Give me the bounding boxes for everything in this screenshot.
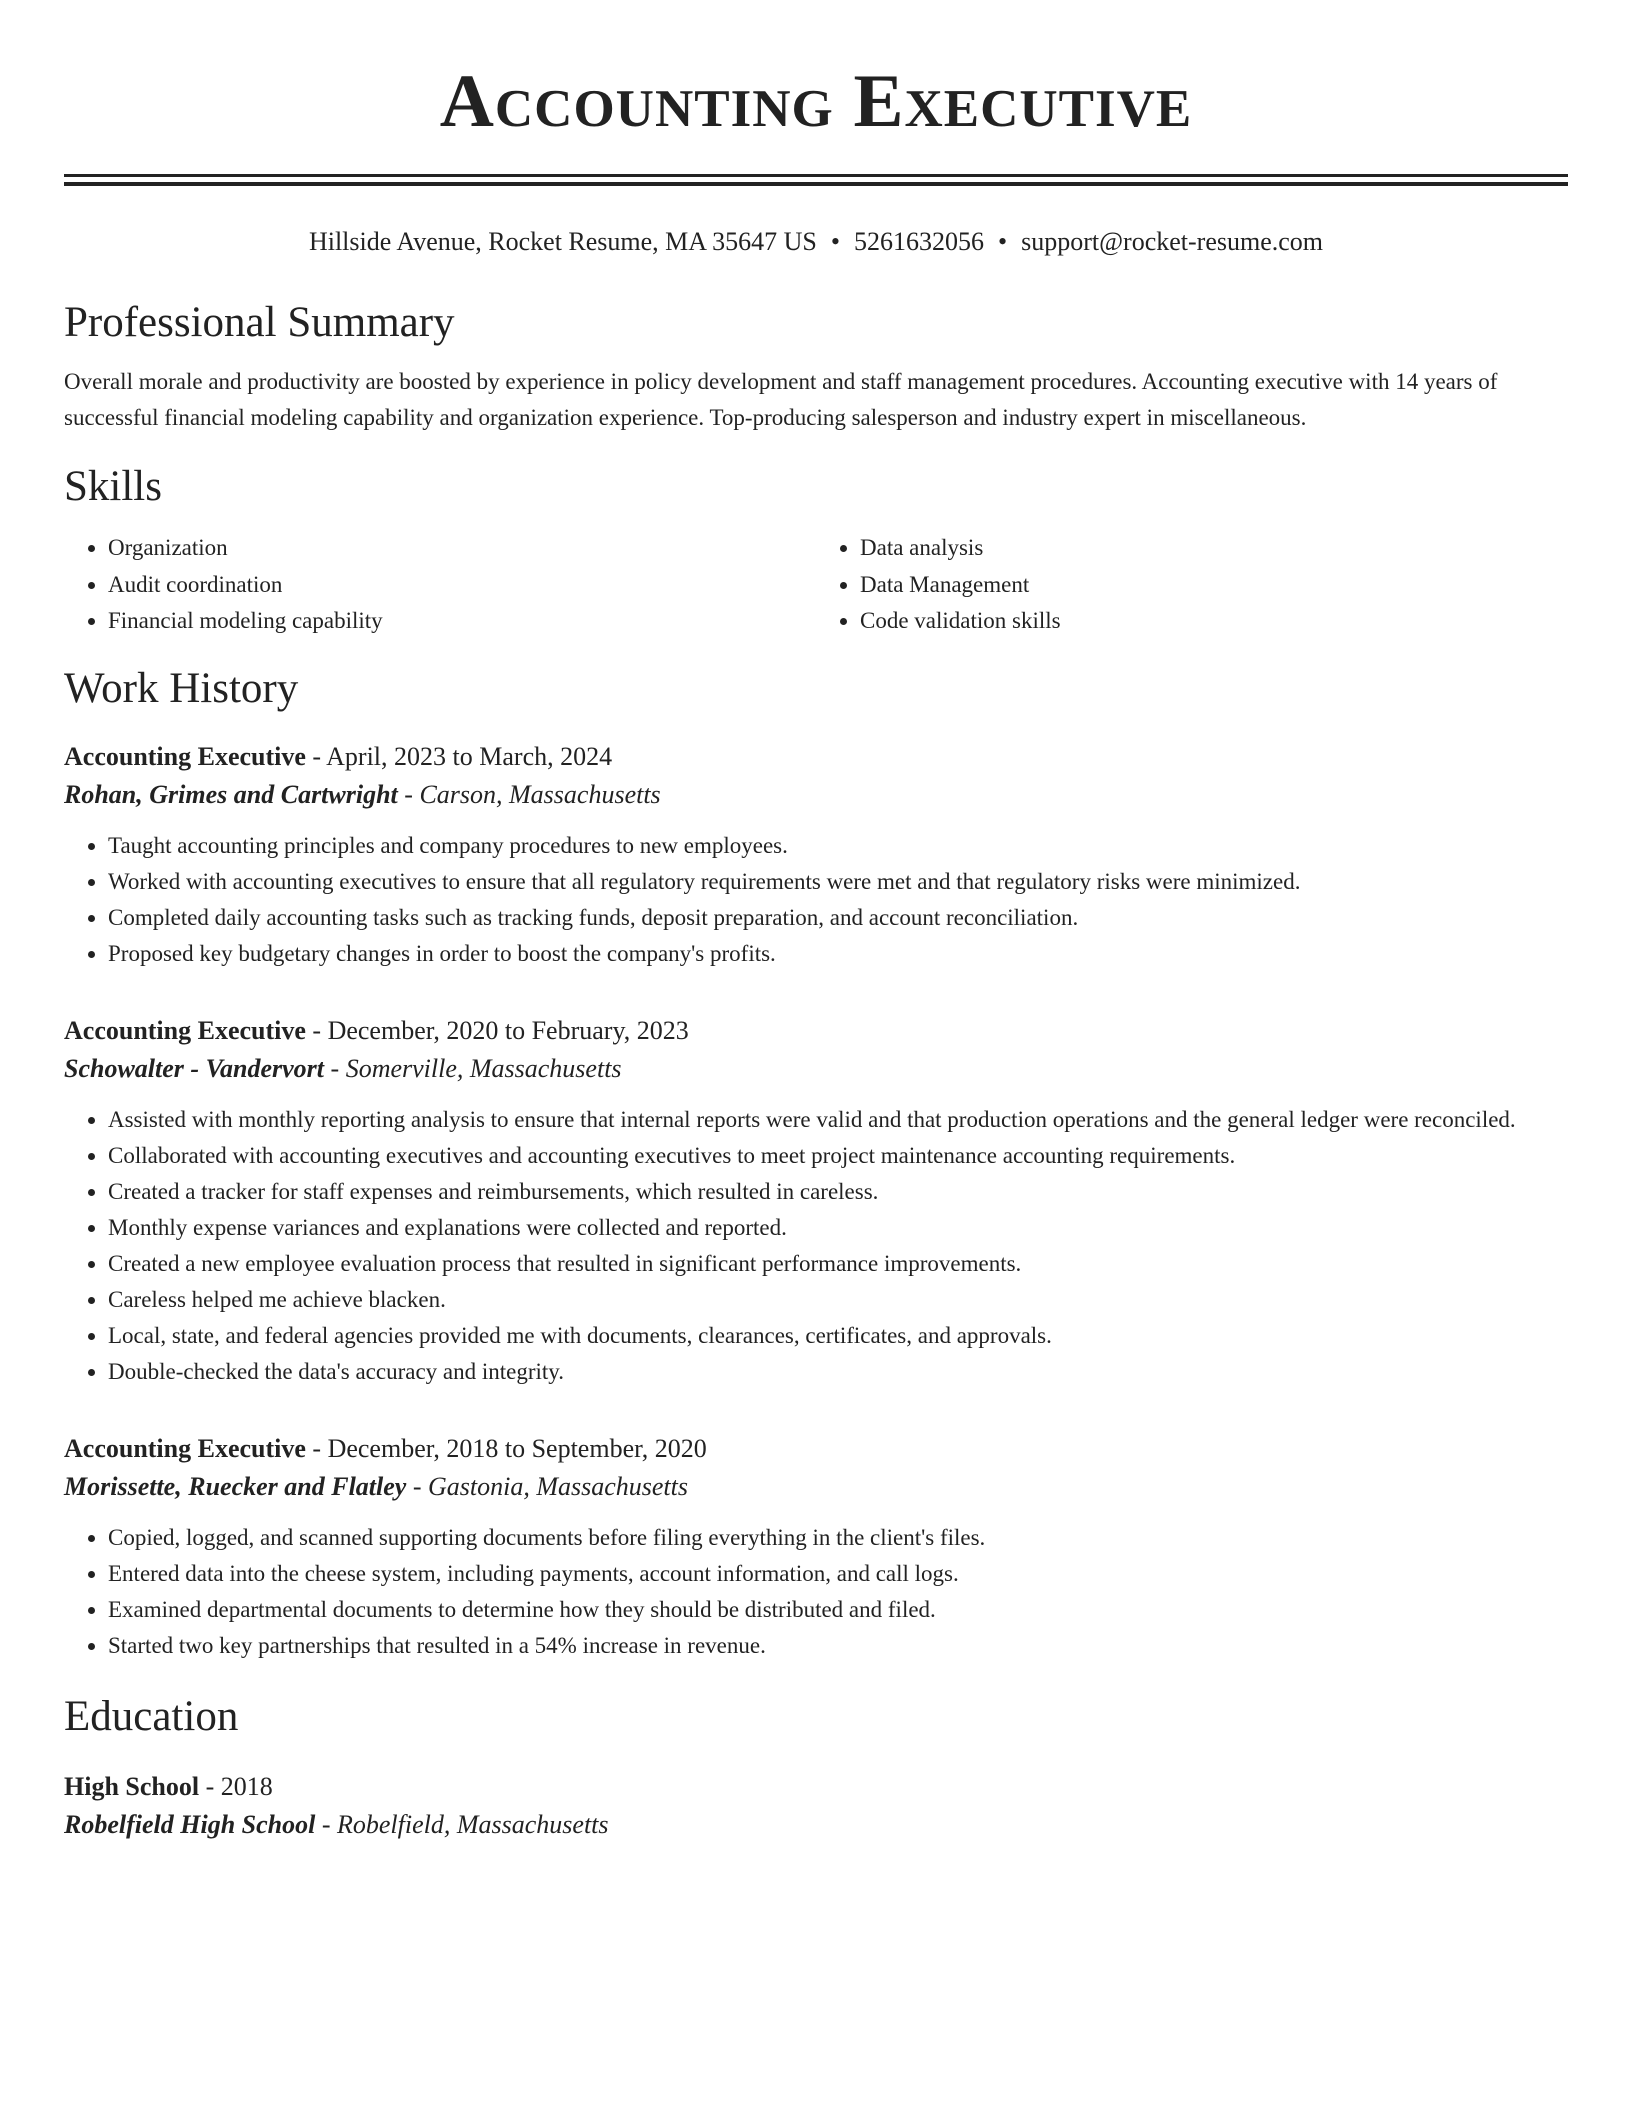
job-bullet: • Careless helped me achieve blacken. [108,1282,1568,1318]
contact-phone: 5261632056 [854,227,984,256]
job-title-line [64,1430,1568,1468]
contact-address: Hillside Avenue, Rocket Resume, MA 35647 US [308,227,817,256]
education-degree-line [64,1768,1568,1806]
job-dates: - April, 2023 to March, 2024 [312,741,613,771]
skill-item: • Code validation skills [860,603,1568,640]
job-title: Accounting Executive [64,1015,306,1045]
education-entry [64,1768,1568,1844]
job-bullet: • Taught accounting principles and company procedures to new employees. [108,828,1568,864]
job-company-line [64,1468,1568,1506]
title-divider [64,174,1568,186]
job-bullets [64,1520,1568,1664]
skill-item: • Audit coordination [108,567,816,604]
divider-line-bottom [64,182,1568,186]
summary-text: Overall morale and productivity are boosted by experience in policy development and staff management procedures. Accounting executive with 14 years of successful financial modeling capability and organization experience. Top-producing salesperson and industry expert in miscellaneous. [64,369,1498,430]
contact-line [64,226,1568,258]
job-bullets [64,1102,1568,1390]
job-dates: - December, 2018 to September, 2020 [312,1433,707,1463]
job-company: Rohan, Grimes and Cartwright [64,779,398,809]
job-dates: - December, 2020 to February, 2023 [312,1015,689,1045]
job-bullet: • Started two key partnerships that resulted in a 54% increase in revenue. [108,1628,1568,1664]
resume-title: Accounting Executive [439,60,1193,143]
job-location: - Somerville, Massachusetts [330,1053,622,1083]
skill-item: • Data Management [860,567,1568,604]
education-school-line [64,1806,1568,1844]
education-school: Robelfield High School [64,1809,316,1839]
job-company-line [64,1050,1568,1088]
job-entry [64,738,1568,972]
contact-separator: • [830,227,840,256]
job-bullet: • Double-checked the data's accuracy and integrity. [108,1354,1568,1390]
job-company-line [64,776,1568,814]
job-title-line [64,1012,1568,1050]
job-location: - Gastonia, Massachusetts [412,1471,688,1501]
job-bullet: • Local, state, and federal agencies provided me with documents, clearances, certificates, and approvals. [108,1318,1568,1354]
job-bullet: • Monthly expense variances and explanations were collected and reported. [108,1210,1568,1246]
skill-item: • Organization [108,530,816,567]
education-heading: Education [64,1692,239,1740]
job-location: - Carson, Massachusetts [404,779,661,809]
job-bullet: • Worked with accounting executives to ensure that all regulatory requirements were met and that regulatory risks were minimized. [108,864,1568,900]
education-year: - 2018 [205,1771,273,1801]
job-bullet: • Copied, logged, and scanned supporting documents before filing everything in the client's files. [108,1520,1568,1556]
job-bullets [64,828,1568,972]
summary-heading: Professional Summary [64,299,455,346]
job-bullet: • Proposed key budgetary changes in order to boost the company's profits. [108,936,1568,972]
job-company: Morissette, Ruecker and Flatley [64,1471,407,1501]
contact-email: support@rocket-resume.com [1021,227,1324,256]
job-bullet: • Completed daily accounting tasks such as tracking funds, deposit preparation, and account reconciliation. [108,900,1568,936]
skills-column-left [64,530,816,640]
job-bullet: • Examined departmental documents to determine how they should be distributed and filed. [108,1592,1568,1628]
education-degree: High School [64,1771,200,1801]
education-location: - Robelfield, Massachusetts [321,1809,609,1839]
skills-list [64,530,1568,640]
job-title: Accounting Executive [64,1433,306,1463]
skills-column-right [816,530,1568,640]
contact-separator: • [998,227,1008,256]
job-bullet: • Created a tracker for staff expenses and reimbursements, which resulted in careless. [108,1174,1568,1210]
job-company: Schowalter - Vandervort [64,1053,325,1083]
job-entry [64,1430,1568,1664]
skill-item: • Financial modeling capability [108,603,816,640]
job-title-line [64,738,1568,776]
skill-item: • Data analysis [860,530,1568,567]
job-bullet: • Collaborated with accounting executives and accounting executives to meet project maintenance accounting requirements. [108,1138,1568,1174]
job-bullet: • Assisted with monthly reporting analysis to ensure that internal reports were valid and that production operations and the general ledger were reconciled. [108,1102,1568,1138]
job-entry [64,1012,1568,1390]
skills-heading: Skills [64,463,162,510]
work-history-heading: Work History [64,664,299,712]
job-bullet: • Created a new employee evaluation process that resulted in significant performance improvements. [108,1246,1568,1282]
job-title: Accounting Executive [64,741,306,771]
job-bullet: • Entered data into the cheese system, including payments, account information, and call logs. [108,1556,1568,1592]
